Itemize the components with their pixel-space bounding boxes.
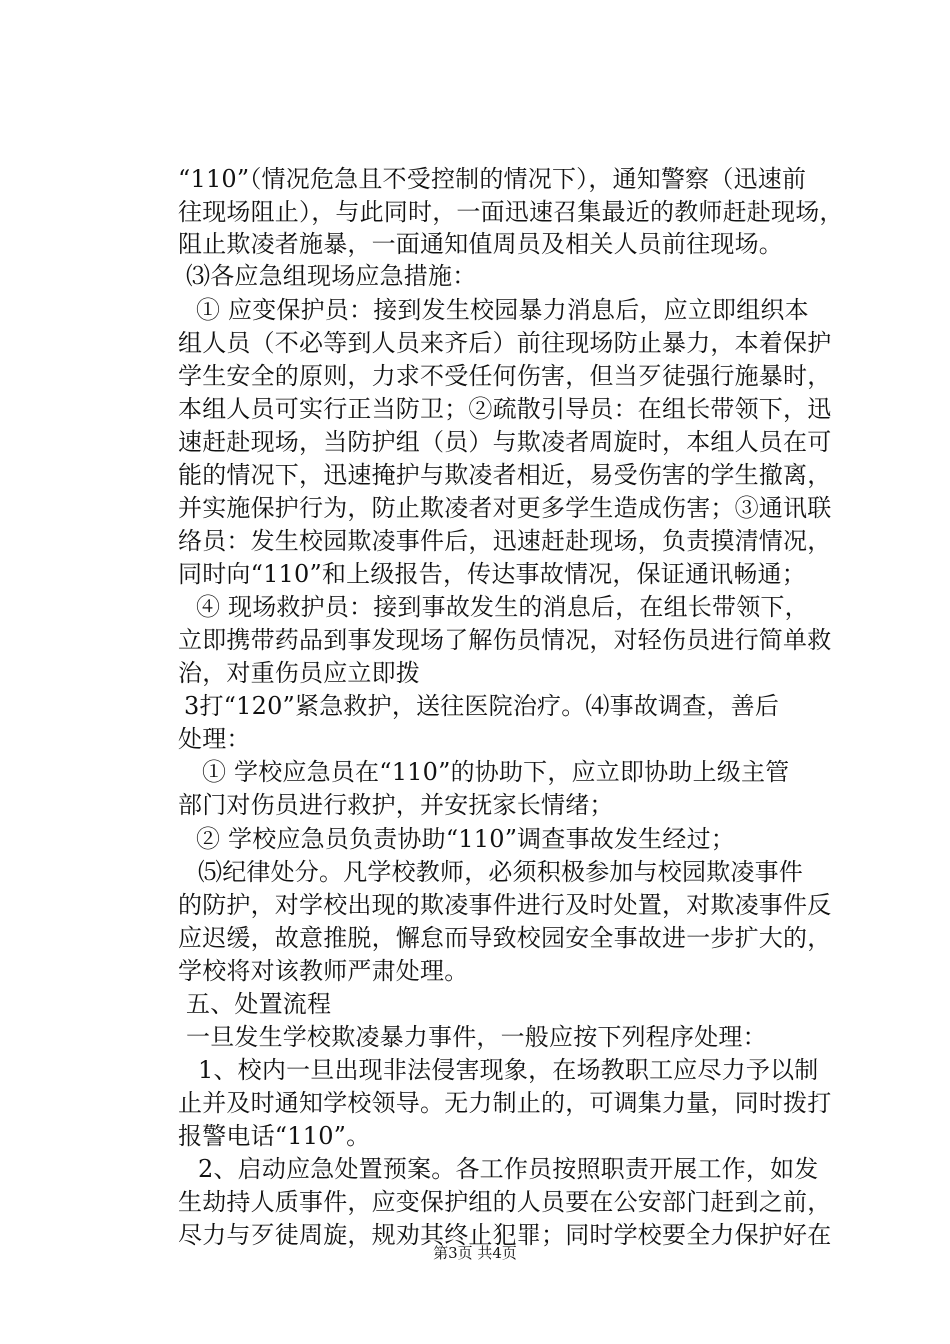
text-line: ⑸纪律处分。凡学校教师，必须积极参加与校园欺凌事件: [198, 858, 803, 886]
text-line: 报警电话“110”。: [178, 1122, 371, 1150]
text-line: ② 学校应急员负责协助“110”调查事故发生经过；: [196, 825, 735, 853]
text-line: 学校将对该教师严肃处理。: [178, 957, 469, 985]
text-line: ⑶各应急组现场应急措施：: [186, 262, 477, 290]
text-line: 尽力与歹徒周旋，规劝其终止犯罪；同时学校要全力保护好在: [178, 1221, 832, 1249]
text-line: 的防护，对学校出现的欺凌事件进行及时处置，对欺凌事件反: [178, 891, 832, 919]
page-footer: 第3页 共4页: [433, 1244, 517, 1262]
text-line: 络员：发生校园欺凌事件后，迅速赶赴现场，负责摸清情况，: [178, 527, 832, 555]
text-line: ① 学校应急员在“110”的协助下，应立即协助上级主管: [202, 758, 790, 786]
text-line: 学生安全的原则，力求不受任何伤害，但当歹徒强行施暴时，: [178, 362, 832, 390]
text-line: 能的情况下，迅速掩护与欺凌者相近，易受伤害的学生撤离，: [178, 461, 832, 489]
text-line: 阻止欺凌者施暴，一面通知值周员及相关人员前往现场。: [178, 230, 783, 258]
text-line: 治，对重伤员应立即拨: [178, 659, 420, 687]
text-line: “110”（情况危急且不受控制的情况下），通知警察（迅速前: [178, 165, 807, 193]
text-line: 生劫持人质事件，应变保护组的人员要在公安部门赶到之前，: [178, 1188, 832, 1216]
text-line: 同时向“110”和上级报告，传达事故情况，保证通讯畅通；: [178, 560, 806, 588]
text-line: 应迟缓，故意推脱，懈怠而导致校园安全事故进一步扩大的，: [178, 924, 832, 952]
text-line: ④ 现场救护员：接到事故发生的消息后，在组长带领下，: [196, 593, 809, 621]
text-line: ① 应变保护员：接到发生校园暴力消息后，应立即组织本: [196, 296, 809, 324]
text-line: 3打“120”紧急救护，送往医院治疗。⑷事故调查，善后: [184, 692, 780, 720]
text-line: 速赶赴现场，当防护组（员）与欺凌者周旋时，本组人员在可: [178, 428, 832, 456]
text-line: 并实施保护行为，防止欺凌者对更多学生造成伤害；③通讯联: [178, 494, 832, 522]
text-line: 处理：: [178, 725, 251, 753]
text-line: 立即携带药品到事发现场了解伤员情况，对轻伤员进行简单救: [178, 626, 832, 654]
text-line: 1、校内一旦出现非法侵害现象，在场教职工应尽力予以制: [198, 1056, 819, 1084]
text-line: 往现场阻止），与此同时，一面迅速召集最近的教师赶赴现场，: [178, 198, 844, 226]
text-line: 一旦发生学校欺凌暴力事件，一般应按下列程序处理：: [186, 1023, 767, 1051]
text-line: 组人员（不必等到人员来齐后）前往现场防止暴力，本着保护: [178, 329, 832, 357]
text-line: 五、处置流程: [186, 990, 332, 1018]
text-line: 部门对伤员进行救护，并安抚家长情绪；: [178, 791, 614, 819]
text-line: 本组人员可实行正当防卫；②疏散引导员：在组长带领下，迅: [178, 395, 832, 423]
text-line: 止并及时通知学校领导。无力制止的，可调集力量，同时拨打: [178, 1089, 832, 1117]
text-line: 2、启动应急处置预案。各工作员按照职责开展工作，如发: [198, 1155, 819, 1183]
